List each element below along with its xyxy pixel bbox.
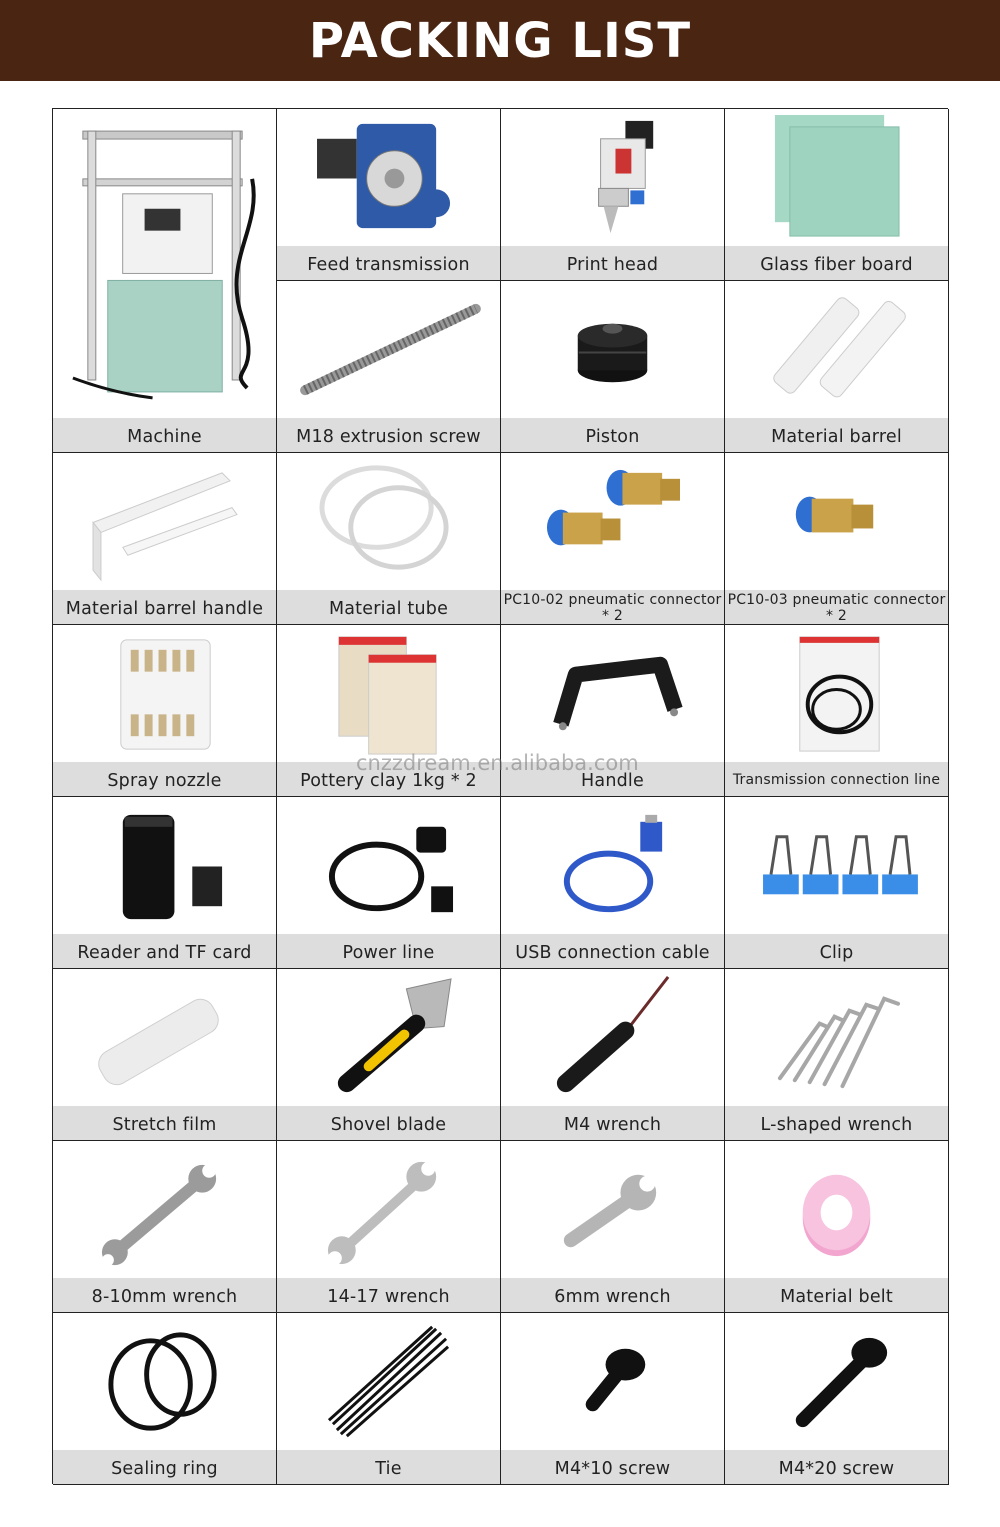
list-item-transmission-line <box>725 625 949 797</box>
item-label: Machine <box>53 418 276 452</box>
item-label: Print head <box>501 246 724 280</box>
item-label: L-shaped wrench <box>725 1106 948 1140</box>
list-item-tie <box>277 1313 501 1485</box>
item-label: Spray nozzle <box>53 762 276 796</box>
list-item-machine <box>53 109 277 453</box>
item-label: USB connection cable <box>501 934 724 968</box>
item-label: Material barrel handle <box>53 590 276 624</box>
item-label: Handle <box>501 762 724 796</box>
item-label: Stretch film <box>53 1106 276 1140</box>
item-label: PC10-02 pneumatic connector * 2 <box>501 590 724 624</box>
screwdriver-icon <box>501 969 724 1106</box>
screw-icon <box>725 1313 948 1450</box>
binder-clip-icon <box>725 797 948 934</box>
item-label: Pottery clay 1kg * 2 <box>277 762 500 796</box>
packing-list-grid <box>52 108 948 1484</box>
print-head-icon <box>501 109 724 246</box>
machine-icon <box>53 109 276 418</box>
item-label: Tie <box>277 1450 500 1484</box>
sealing-ring-icon <box>53 1313 276 1450</box>
list-item-stretch-film <box>53 969 277 1141</box>
item-label: Material barrel <box>725 418 948 452</box>
list-item-handle <box>501 625 725 797</box>
list-item-8-10mm-wrench <box>53 1141 277 1313</box>
item-label: PC10-03 pneumatic connector * 2 <box>725 590 948 624</box>
item-label: M4*10 screw <box>501 1450 724 1484</box>
item-label: 6mm wrench <box>501 1278 724 1312</box>
list-item-pottery-clay <box>277 625 501 797</box>
list-item-barrel-handle <box>53 453 277 625</box>
power-cable-icon <box>277 797 500 934</box>
card-reader-icon <box>53 797 276 934</box>
glass-fiber-board-icon <box>725 109 948 246</box>
usb-cable-icon <box>501 797 724 934</box>
list-item-extrusion-screw <box>277 281 501 453</box>
pottery-clay-icon <box>277 625 500 762</box>
list-item-shovel-blade <box>277 969 501 1141</box>
item-label: Material belt <box>725 1278 948 1312</box>
transmission-line-icon <box>725 625 948 762</box>
item-label: M4*20 screw <box>725 1450 948 1484</box>
item-label: Clip <box>725 934 948 968</box>
list-item-glass-fiber-board <box>725 109 949 281</box>
page-title: PACKING LIST <box>308 12 692 69</box>
wrench-icon <box>501 1141 724 1278</box>
list-item-material-tube <box>277 453 501 625</box>
screw-icon <box>501 1313 724 1450</box>
item-label: Power line <box>277 934 500 968</box>
material-tube-icon <box>277 453 500 590</box>
list-item-material-barrel <box>725 281 949 453</box>
item-label: Shovel blade <box>277 1106 500 1140</box>
list-item-m4-10-screw <box>501 1313 725 1485</box>
pneumatic-connector-icon <box>725 453 948 590</box>
handle-icon <box>501 625 724 762</box>
extrusion-screw-icon <box>277 281 500 418</box>
wrench-icon <box>277 1141 500 1278</box>
item-label: M18 extrusion screw <box>277 418 500 452</box>
item-label: Feed transmission <box>277 246 500 280</box>
list-item-14-17-wrench <box>277 1141 501 1313</box>
list-item-spray-nozzle <box>53 625 277 797</box>
list-item-6mm-wrench <box>501 1141 725 1313</box>
item-label: Transmission connection line <box>725 762 948 796</box>
barrel-handle-icon <box>53 453 276 590</box>
wrench-icon <box>53 1141 276 1278</box>
list-item-l-shaped-wrench <box>725 969 949 1141</box>
list-item-material-belt <box>725 1141 949 1313</box>
item-label: M4 wrench <box>501 1106 724 1140</box>
list-item-pc10-02-connector <box>501 453 725 625</box>
list-item-pc10-03-connector <box>725 453 949 625</box>
watermark: cnzzdream.en.alibaba.com <box>356 751 639 775</box>
list-item-power-line <box>277 797 501 969</box>
piston-icon <box>501 281 724 418</box>
list-item-sealing-ring <box>53 1313 277 1485</box>
item-label: Reader and TF card <box>53 934 276 968</box>
feed-transmission-icon <box>277 109 500 246</box>
list-item-piston <box>501 281 725 453</box>
hex-key-icon <box>725 969 948 1106</box>
ptfe-tape-icon <box>725 1141 948 1278</box>
item-label: Piston <box>501 418 724 452</box>
list-item-feed-transmission <box>277 109 501 281</box>
stretch-film-icon <box>53 969 276 1106</box>
list-item-print-head <box>501 109 725 281</box>
item-label: 14-17 wrench <box>277 1278 500 1312</box>
list-item-m4-wrench <box>501 969 725 1141</box>
cable-tie-icon <box>277 1313 500 1450</box>
material-barrel-icon <box>725 281 948 418</box>
item-label: Sealing ring <box>53 1450 276 1484</box>
spray-nozzle-icon <box>53 625 276 762</box>
list-item-clip <box>725 797 949 969</box>
header-banner <box>0 0 1000 81</box>
item-label: Material tube <box>277 590 500 624</box>
item-label: Glass fiber board <box>725 246 948 280</box>
item-label: 8-10mm wrench <box>53 1278 276 1312</box>
pneumatic-connector-icon <box>501 453 724 590</box>
shovel-blade-icon <box>277 969 500 1106</box>
list-item-card-reader <box>53 797 277 969</box>
list-item-usb-cable <box>501 797 725 969</box>
list-item-m4-20-screw <box>725 1313 949 1485</box>
